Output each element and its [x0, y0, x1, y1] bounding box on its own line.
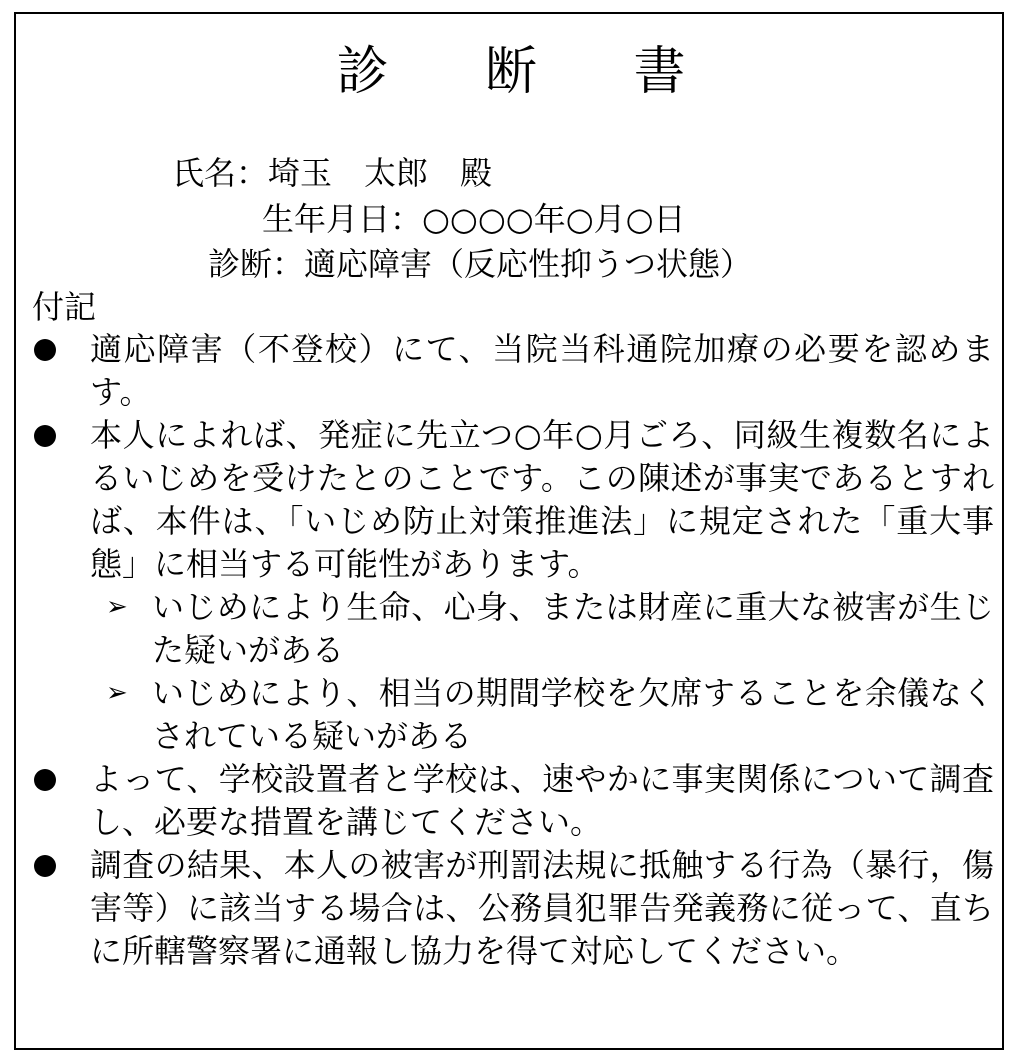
bullet-dot-icon [34, 339, 56, 361]
arrow-bullet-icon: ➢ [106, 678, 128, 708]
note-item [32, 414, 994, 758]
criteria-text: いじめにより生命、心身、または財産に重大な被害が生じた疑いがある [152, 588, 994, 669]
note-text: よって、学校設置者と学校は、速やかに事実関係について調査し、必要な措置を講じてください。 [90, 760, 994, 841]
note-text: 本人によれば、発症に先立つ○年○月ごろ、同級生複数名によるいじめを受けたとのことです。この陳述が事実であるとすれば、本件は、「いじめ防止対策推進法」に規定された「重大事態」に相当する可能性があります。 [90, 416, 994, 583]
criteria-item [90, 672, 994, 758]
notes-list [32, 328, 994, 973]
note-item [32, 328, 994, 414]
criteria-text: いじめにより、相当の期間学校を欠席することを余儀なくされている疑いがある [152, 674, 994, 755]
birth-date: 生年月日：○○○○年○月○日 [262, 200, 686, 238]
document-title: 診 断 書 [336, 42, 726, 102]
bullet-dot-icon [34, 769, 56, 791]
notes-label: 付記 [32, 288, 97, 326]
certificate-frame [14, 12, 1004, 1050]
criteria-list [32, 586, 994, 758]
note-text: 適応障害（不登校）にて、当院当科通院加療の必要を認めます。 [90, 330, 994, 411]
bullet-dot-icon [34, 425, 56, 447]
arrow-bullet-icon: ➢ [106, 592, 128, 622]
bullet-dot-icon [34, 855, 56, 877]
note-item [32, 844, 994, 973]
criteria-item [90, 586, 994, 672]
note-item [32, 758, 994, 844]
diagnosis: 診断：適応障害（反応性抑うつ状態） [208, 245, 753, 283]
note-text: 調査の結果、本人の被害が刑罰法規に抵触する行為（暴行，傷害等）に該当する場合は、公務員犯罪告発義務に従って、直ちに所轄警察署に通報し協力を得て対応してください。 [90, 846, 994, 970]
patient-name: 氏名：埼玉 太郎 殿 [172, 154, 493, 192]
